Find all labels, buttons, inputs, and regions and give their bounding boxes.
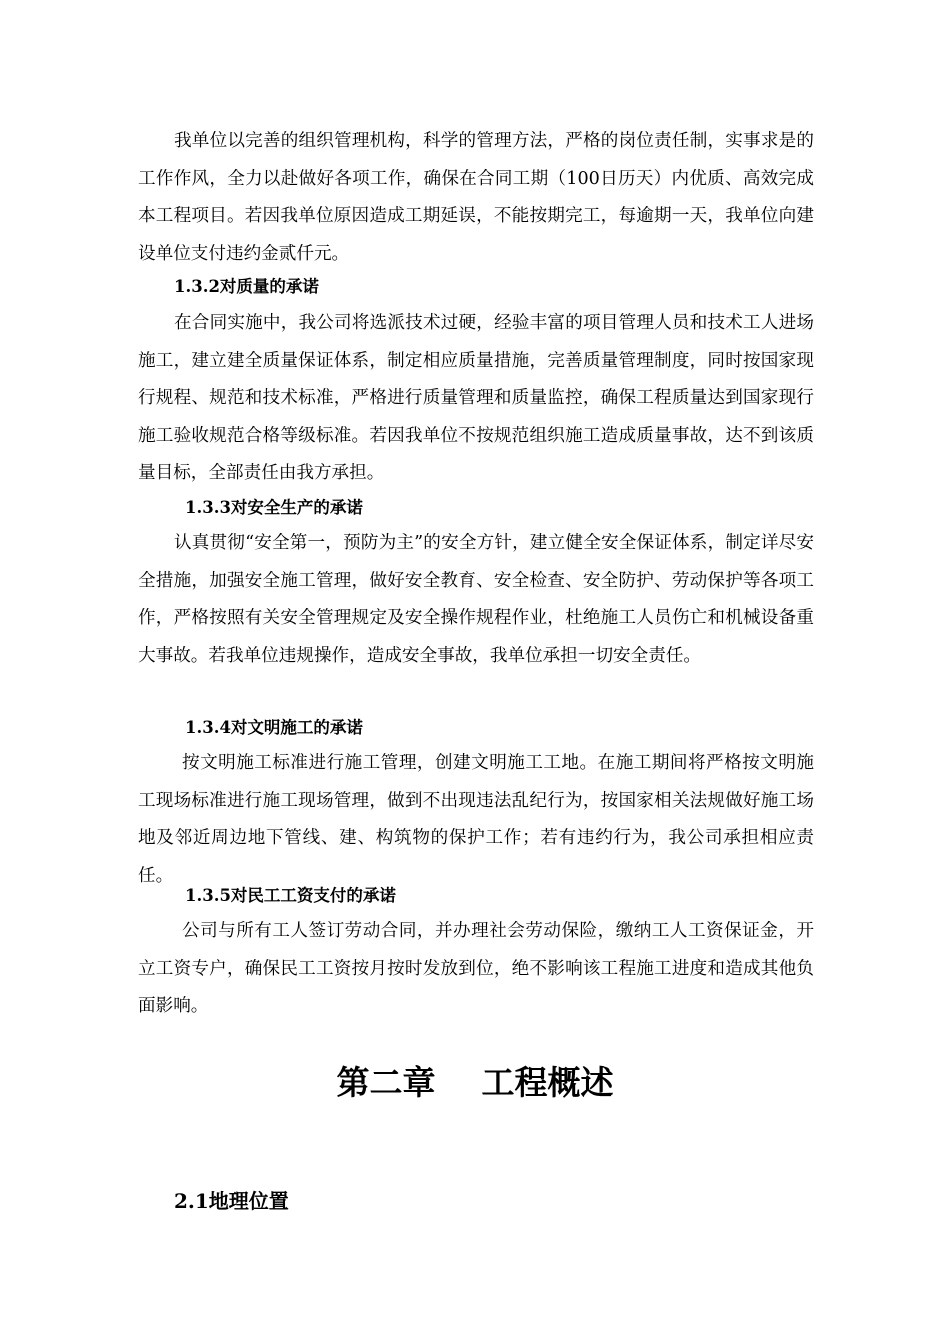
- heading-safety-commitment: 1.3.3对安全生产的承诺: [185, 498, 363, 517]
- paragraph-civilized-construction-commitment: 按文明施工标准进行施工管理，创建文明施工工地。在施工期间将严格按文明施工现场标准进行施工现场管理，做到不出现违法乱纪行为，按国家相关法规做好施工场地及邻近周边地下管线、建、构筑物的保护工作；若有违约行为，我公司承担相应责任。: [138, 753, 814, 886]
- section-title: 2.1地理位置: [174, 1189, 289, 1213]
- paragraph-safety-commitment: 认真贯彻“安全第一，预防为主”的安全方针，建立健全安全保证体系，制定详尽安全措施，加强安全施工管理，做好安全教育、安全检查、安全防护、劳动保护等各项工作，严格按照有关安全管理规定及安全操作规程作业，杜绝施工人员伤亡和机械设备重大事故。若我单位违规操作，造成安全事故，我单位承担一切安全责任。: [138, 533, 814, 666]
- heading-wage-payment-commitment: 1.3.5对民工工资支付的承诺: [185, 886, 396, 905]
- heading-civilized-construction-commitment: 1.3.4对文明施工的承诺: [185, 718, 363, 737]
- paragraph-quality-commitment: 在合同实施中，我公司将选派技术过硬，经验丰富的项目管理人员和技术工人进场施工，建立建全质量保证体系，制定相应质量措施，完善质量管理制度，同时按国家现行规程、规范和技术标准，严格进行质量管理和质量监控，确保工程质量达到国家现行施工验收规范合格等级标准。若因我单位不按规范组织施工造成质量事故，达不到该质量目标，全部责任由我方承担。: [138, 313, 814, 483]
- chapter-title: 第二章 工程概述: [336, 1063, 614, 1102]
- heading-quality-commitment: 1.3.2对质量的承诺: [174, 277, 319, 296]
- paragraph-wage-payment-commitment: 公司与所有工人签订劳动合同，并办理社会劳动保险，缴纳工人工资保证金，开立工资专户，确保民工工资按月按时发放到位，绝不影响该工程施工进度和造成其他负面影响。: [138, 921, 814, 1016]
- paragraph-schedule-commitment: 我单位以完善的组织管理机构，科学的管理方法，严格的岗位责任制，实事求是的工作作风，全力以赴做好各项工作，确保在合同工期（100日历天）内优质、高效完成本工程项目。若因我单位原因造成工期延误，不能按期完工，每逾期一天，我单位向建设单位支付违约金贰仟元。: [138, 131, 814, 264]
